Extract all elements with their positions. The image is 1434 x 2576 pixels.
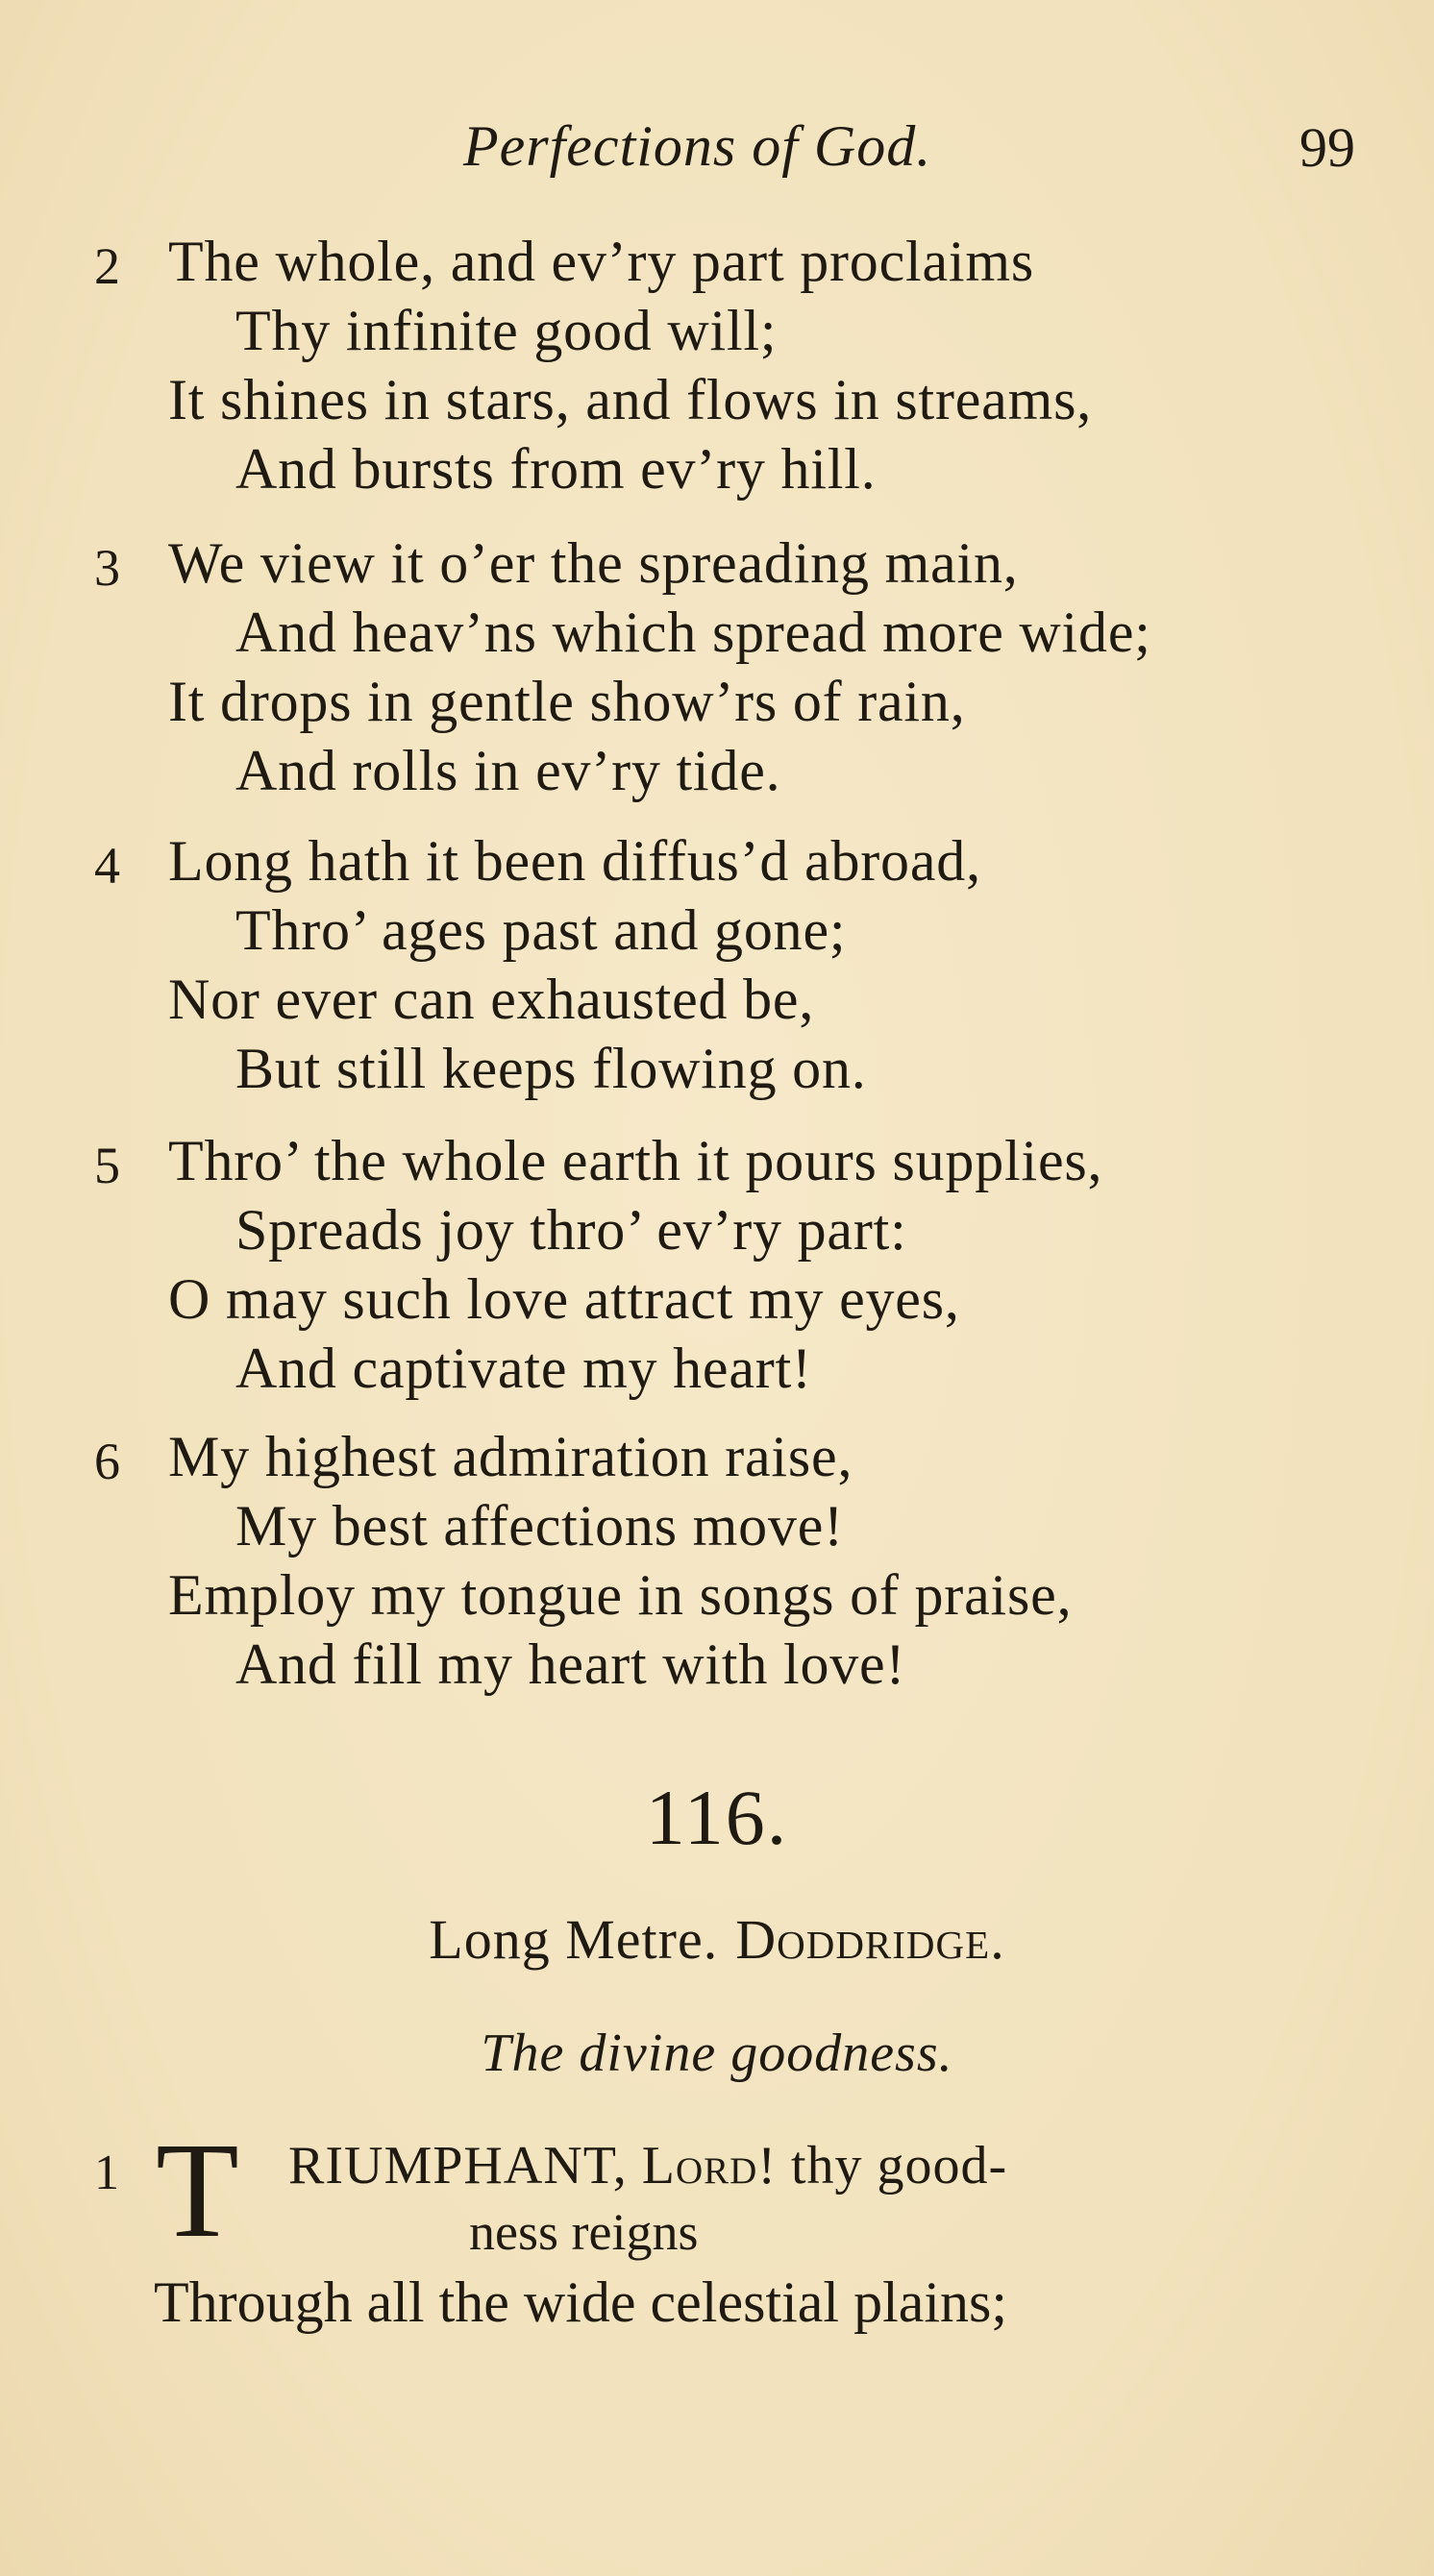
verse-line: And heav’ns which spread more wide;	[235, 601, 1151, 664]
verse-line: Thro’ the whole earth it pours supplies,	[168, 1129, 1103, 1192]
verse-line: Spreads joy thro’ ev’ry part:	[235, 1198, 907, 1262]
verse-number: 3	[94, 539, 120, 597]
verse-line: And fill my heart with love!	[235, 1632, 906, 1696]
drop-cap: T	[156, 2114, 239, 2266]
verse-line: Thro’ ages past and gone;	[235, 898, 847, 962]
verse-line: But still keeps flowing on.	[235, 1037, 867, 1100]
verse-line: Thy infinite good will;	[235, 299, 778, 362]
running-title: Perfections of God.	[463, 114, 932, 178]
verse-line: And bursts from ev’ry hill.	[235, 437, 877, 501]
verse-line: O may such love attract my eyes,	[168, 1267, 960, 1331]
page-number: 99	[1299, 116, 1355, 179]
first-line-tail: ! thy good-	[757, 2136, 1008, 2196]
verse-number: 4	[94, 837, 120, 895]
running-head	[0, 113, 1434, 200]
lord-word: Lord	[641, 2136, 758, 2196]
hymn-number: 116.	[645, 1774, 789, 1861]
verse-line: It shines in stars, and flows in streams,	[168, 368, 1093, 431]
verse-line: Through all the wide celestial plains;	[154, 2270, 1008, 2334]
author-name: Doddridge.	[735, 1908, 1005, 1971]
verse-line: It drops in gentle show’rs of rain,	[168, 670, 966, 733]
verse-number: 6	[94, 1433, 120, 1490]
verse-line: And captivate my heart!	[235, 1337, 812, 1400]
first-line	[288, 2135, 1007, 2196]
verse-line: The whole, and ev’ry part proclaims	[168, 230, 1035, 293]
meter-line	[0, 1907, 1434, 1972]
verse-line: And rolls in ev’ry tide.	[235, 739, 781, 802]
hymn-subject: The divine goodness.	[481, 2024, 953, 2083]
verse-line: Nor ever can exhausted be,	[168, 968, 815, 1031]
verse-line: My highest admiration raise,	[168, 1425, 853, 1488]
verse-line: Employ my tongue in songs of praise,	[168, 1563, 1073, 1627]
verse-number: 2	[94, 237, 120, 295]
verse-line: We view it o’er the spreading main,	[168, 531, 1019, 595]
meter-label: Long Metre.	[429, 1908, 719, 1971]
continuation-line: ness reigns	[469, 2203, 699, 2261]
verse-line: My best affections move!	[235, 1494, 844, 1558]
verse-number: 5	[94, 1137, 120, 1194]
verse-line: Long hath it been diffus’d abroad,	[168, 829, 981, 893]
verse-number: 1	[94, 2146, 119, 2200]
first-line-text: RIUMPHANT,	[288, 2136, 642, 2196]
